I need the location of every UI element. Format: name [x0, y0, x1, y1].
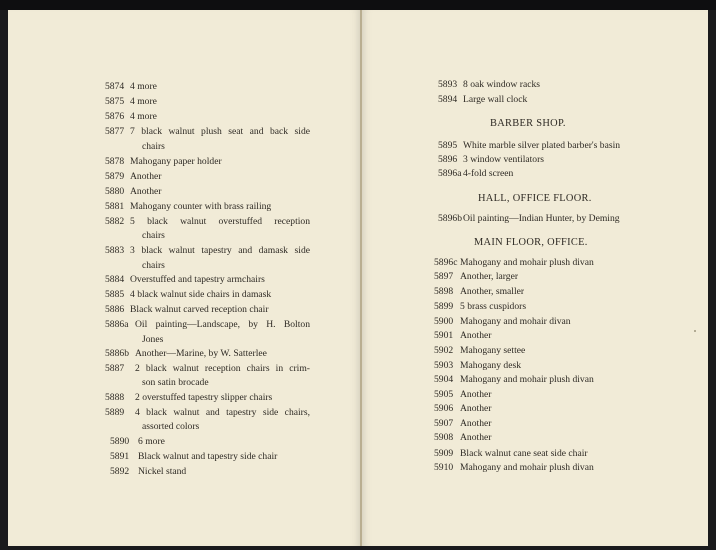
- lot-description: Another: [130, 186, 162, 197]
- lot-description: Another: [460, 389, 492, 400]
- lot-description: Overstuffed and tapestry armchairs: [130, 274, 265, 285]
- lot-description: 4 more: [130, 111, 157, 122]
- lot-description: 2 overstuffed tapestry slipper chairs: [135, 392, 273, 403]
- lot-number: 5896: [438, 154, 458, 165]
- lot-description: 3 window ventilators: [463, 154, 545, 165]
- lot-description: Oil painting—Landscape, by H. Bolton: [135, 319, 310, 330]
- lot-description: Large wall clock: [463, 94, 528, 105]
- lot-description: Mahogany desk: [460, 360, 522, 371]
- lot-number: 5893: [438, 79, 458, 90]
- lot-number: 5886b: [105, 348, 129, 359]
- lot-number: 5899: [434, 301, 454, 312]
- lot-number: 5894: [438, 94, 458, 105]
- section-heading-barber-shop: BARBER SHOP.: [490, 118, 566, 129]
- lot-number: 5880: [105, 186, 125, 197]
- lot-description: Another: [460, 330, 492, 341]
- lot-number: 5908: [434, 432, 454, 443]
- lot-number: 5877: [105, 126, 125, 137]
- lot-number: 5896c: [434, 257, 458, 268]
- lot-description: Black walnut carved reception chair: [130, 304, 269, 315]
- lot-number: 5900: [434, 316, 454, 327]
- lot-description: Oil painting—Indian Hunter, by Deming: [463, 213, 620, 224]
- lot-description: Another, smaller: [460, 286, 525, 297]
- lot-description-continued: chairs: [142, 141, 165, 152]
- lot-description: 6 more: [138, 436, 165, 447]
- lot-description: Nickel stand: [138, 466, 187, 477]
- lot-number: 5909: [434, 448, 454, 459]
- lot-number: 5888: [105, 392, 125, 403]
- lot-number: 5903: [434, 360, 454, 371]
- lot-description: Mahogany paper holder: [130, 156, 222, 167]
- lot-description: Another—Marine, by W. Satterlee: [135, 348, 267, 359]
- lot-description: Another: [130, 171, 162, 182]
- lot-description: Black walnut and tapestry side chair: [138, 451, 278, 462]
- lot-number: 5879: [105, 171, 125, 182]
- lot-number: 5907: [434, 418, 454, 429]
- lot-number: 5891: [110, 451, 130, 462]
- lot-number: 5902: [434, 345, 454, 356]
- lot-description: 4 more: [130, 96, 157, 107]
- section-heading-main-floor-office: MAIN FLOOR, OFFICE.: [474, 237, 588, 248]
- lot-description: 5 black walnut overstuffed reception: [130, 216, 310, 227]
- lot-description: Another: [460, 432, 492, 443]
- lot-number: 5896a: [438, 168, 462, 179]
- lot-description: 4 black walnut side chairs in damask: [130, 289, 272, 300]
- lot-number: 5905: [434, 389, 454, 400]
- lot-number: 5883: [105, 245, 125, 256]
- lot-number: 5885: [105, 289, 125, 300]
- lot-description: Black walnut cane seat side chair: [460, 448, 588, 459]
- lot-number: 5898: [434, 286, 454, 297]
- lot-description: White marble silver plated barber's basin: [463, 140, 621, 151]
- lot-number: 5886: [105, 304, 125, 315]
- lot-description: 5 brass cuspidors: [460, 301, 527, 312]
- lot-description: 4 black walnut and tapestry side chairs,: [135, 407, 310, 418]
- lot-description: Mahogany and mohair plush divan: [460, 257, 594, 268]
- lot-number: 5901: [434, 330, 454, 341]
- lot-number: 5882: [105, 216, 125, 227]
- lot-description: 7 black walnut plush seat and back side: [130, 126, 310, 137]
- lot-number: 5910: [434, 462, 454, 473]
- lot-number: 5897: [434, 271, 454, 282]
- lot-number: 5904: [434, 374, 454, 385]
- section-heading-hall-office-floor: HALL, OFFICE FLOOR.: [478, 193, 592, 204]
- lot-description: Mahogany and mohair plush divan: [460, 462, 594, 473]
- lot-description-continued: assorted colors: [142, 421, 200, 432]
- lot-number: 5887: [105, 363, 125, 374]
- lot-number: 5886a: [105, 319, 129, 330]
- lot-description-continued: chairs: [142, 230, 165, 241]
- lot-number: 5881: [105, 201, 125, 212]
- lot-description: 2 black walnut reception chairs in crim-: [135, 363, 310, 374]
- lot-number: 5876: [105, 111, 125, 122]
- scan-top-edge: [0, 0, 716, 10]
- lot-description-continued: son satin brocade: [142, 377, 209, 388]
- lot-number: 5889: [105, 407, 125, 418]
- page-speck: [694, 330, 696, 332]
- lot-description: Another: [460, 418, 492, 429]
- lot-description: Mahogany settee: [460, 345, 526, 356]
- lot-description: Mahogany counter with brass railing: [130, 201, 272, 212]
- lot-description-continued: chairs: [142, 260, 165, 271]
- lot-number: 5875: [105, 96, 125, 107]
- lot-number: 5874: [105, 81, 125, 92]
- lot-number: 5906: [434, 403, 454, 414]
- lot-description: 4 more: [130, 81, 157, 92]
- lot-description: Mahogany and mohair plush divan: [460, 374, 594, 385]
- lot-number: 5896b: [438, 213, 462, 224]
- lot-description: 3 black walnut tapestry and damask side: [130, 245, 310, 256]
- lot-number: 5878: [105, 156, 125, 167]
- lot-number: 5895: [438, 140, 458, 151]
- lot-number: 5890: [110, 436, 130, 447]
- lot-description: Another: [460, 403, 492, 414]
- lot-description: 4-fold screen: [463, 168, 514, 179]
- lot-description: Mahogany and mohair divan: [460, 316, 571, 327]
- lot-number: 5892: [110, 466, 130, 477]
- lot-description: Another, larger: [460, 271, 519, 282]
- lot-description-continued: Jones: [142, 334, 164, 345]
- lot-description: 8 oak window racks: [463, 79, 540, 90]
- lot-number: 5884: [105, 274, 125, 285]
